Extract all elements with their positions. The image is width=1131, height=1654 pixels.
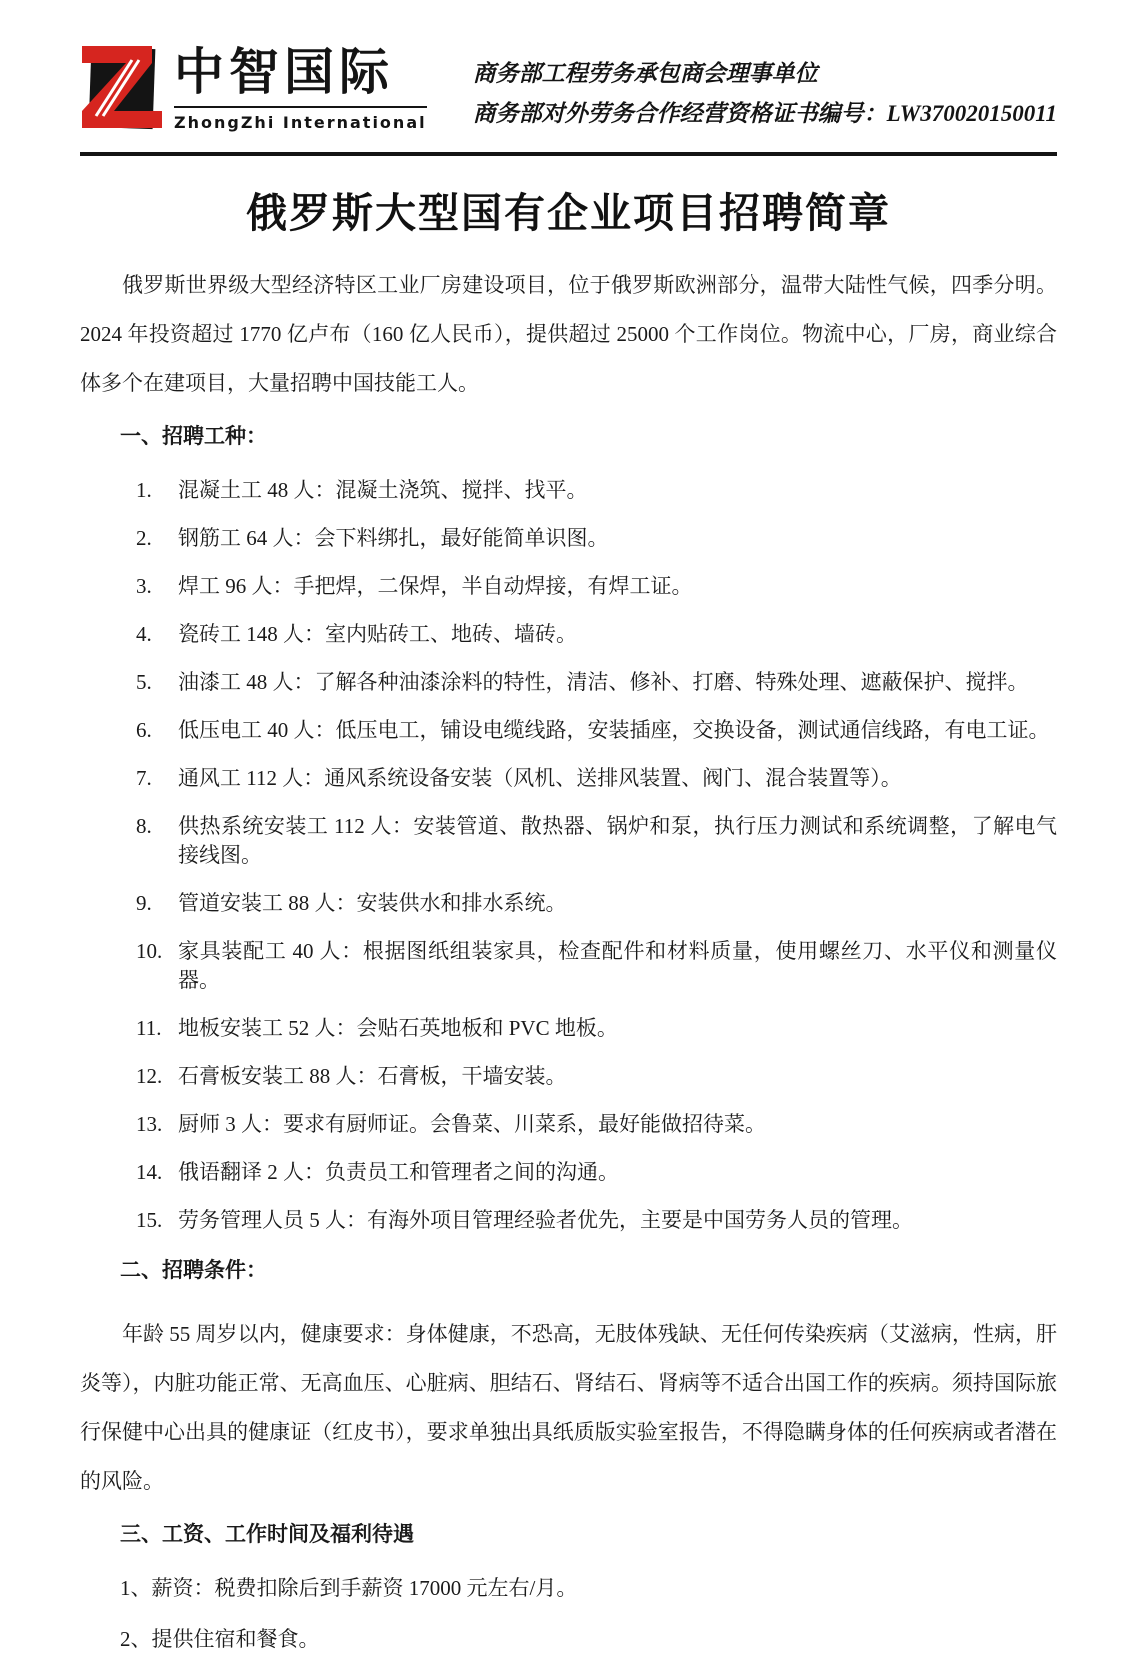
intro-paragraph: 俄罗斯世界级大型经济特区工业厂房建设项目，位于俄罗斯欧洲部分，温带大陆性气候，四季分明。2024 年投资超过 1770 亿卢布（160 亿人民币），提供超过 25000 个工作岗位。物流中心，厂房，商业综合体多个在建项目，大量招聘中国技能工人。 <box>80 273 1057 395</box>
item-number: 12. <box>136 1064 163 1088</box>
item-text: 家具装配工 40 人：根据图纸组装家具，检查配件和材料质量，使用螺丝刀、水平仪和测量仪器。 <box>178 939 1057 992</box>
section-heading-3: 三、工资、工作时间及福利待遇 <box>120 1522 414 1546</box>
certification-line-1: 商务部工程劳务承包商会理事单位 <box>472 61 818 86</box>
list-item <box>136 716 1057 745</box>
logo-name-zh: 中智国际 <box>174 43 394 101</box>
list-item <box>136 1158 1057 1187</box>
letterhead <box>80 42 1057 156</box>
item-text: 薪资：税费扣除后到手薪资 17000 元左右/月。 <box>151 1576 578 1600</box>
item-number: 10. <box>136 939 163 963</box>
section-heading-1: 一、招聘工种： <box>120 424 267 448</box>
list-item <box>136 764 1057 793</box>
item-text: 俄语翻译 2 人：负责员工和管理者之间的沟通。 <box>178 1160 619 1184</box>
item-text: 低压电工 40 人：低压电工，铺设电缆线路，安装插座，交换设备，测试通信线路，有电工证。 <box>178 718 1050 742</box>
list-item <box>136 1062 1057 1091</box>
item-text: 混凝土工 48 人：混凝土浇筑、搅拌、找平。 <box>178 478 588 502</box>
list-item <box>136 812 1057 870</box>
list-item <box>136 620 1057 649</box>
logo-text <box>174 42 427 132</box>
list-item <box>136 572 1057 601</box>
item-number: 4. <box>136 622 152 646</box>
list-item <box>136 524 1057 553</box>
item-number: 13. <box>136 1112 163 1136</box>
item-text: 瓷砖工 148 人：室内贴砖工、地砖、墙砖。 <box>178 622 577 646</box>
list-item <box>136 476 1057 505</box>
item-text: 钢筋工 64 人：会下料绑扎，最好能简单识图。 <box>178 526 609 550</box>
item-text: 厨师 3 人：要求有厨师证。会鲁菜、川菜系，最好能做招待菜。 <box>178 1112 766 1136</box>
item-number: 3. <box>136 574 152 598</box>
item-text: 焊工 96 人：手把焊，二保焊，半自动焊接，有焊工证。 <box>178 574 693 598</box>
certification-line-2: 商务部对外劳务合作经营资格证书编号：LW370020150011 <box>472 101 1057 126</box>
item-number: 9. <box>136 891 152 915</box>
item-number: 8. <box>136 814 152 838</box>
list-item <box>136 1206 1057 1235</box>
item-text: 劳务管理人员 5 人：有海外项目管理经验者优先，主要是中国劳务人员的管理。 <box>178 1208 913 1232</box>
list-item <box>136 668 1057 697</box>
item-text: 通风工 112 人：通风系统设备安装（风机、送排风装置、阀门、混合装置等）。 <box>178 766 902 790</box>
page-title: 俄罗斯大型国有企业项目招聘简章 <box>246 190 891 236</box>
item-text: 提供住宿和餐食。 <box>151 1627 320 1651</box>
item-text: 石膏板安装工 88 人：石膏板，干墙安装。 <box>178 1064 567 1088</box>
item-number: 6. <box>136 718 152 742</box>
section-heading-2: 二、招聘条件： <box>120 1258 267 1282</box>
list-item <box>136 1014 1057 1043</box>
item-number: 2. <box>136 526 152 550</box>
zhongzhi-z-logo-icon <box>80 42 164 134</box>
item-text: 管道安装工 88 人：安装供水和排水系统。 <box>178 891 567 915</box>
item-text: 供热系统安装工 112 人：安装管道、散热器、锅炉和泵，执行压力测试和系统调整，了解电气接线图。 <box>178 814 1057 867</box>
item-number: 2、 <box>120 1627 152 1651</box>
item-number: 5. <box>136 670 152 694</box>
item-number: 15. <box>136 1208 163 1232</box>
certification-lines <box>473 42 1057 134</box>
logo-name-en: ZhongZhi International <box>174 106 427 132</box>
item-number: 11. <box>136 1016 162 1040</box>
requirements-paragraph: 年龄 55 周岁以内，健康要求：身体健康，不恐高，无肢体残缺、无任何传染疾病（艾滋病，性病，肝炎等），内脏功能正常、无高血压、心脏病、胆结石、肾结石、肾病等不适合出国工作的疾病。须持国际旅行保健中心出具的健康证（红皮书），要求单独出具纸质版实验室报告，不得隐瞒身体的任何疾病或者潜在的风险。 <box>80 1322 1057 1493</box>
list-item <box>136 937 1057 995</box>
company-logo <box>80 42 427 134</box>
job-list <box>80 476 1057 1235</box>
list-item <box>136 889 1057 918</box>
list-item <box>80 1625 1057 1654</box>
list-item <box>136 1110 1057 1139</box>
item-number: 14. <box>136 1160 163 1184</box>
list-item <box>80 1574 1057 1603</box>
item-text: 油漆工 48 人：了解各种油漆涂料的特性，清洁、修补、打磨、特殊处理、遮蔽保护、搅拌。 <box>178 670 1029 694</box>
item-number: 1. <box>136 478 152 502</box>
item-text: 地板安装工 52 人：会贴石英地板和 PVC 地板。 <box>178 1016 618 1040</box>
item-number: 7. <box>136 766 152 790</box>
item-number: 1、 <box>120 1576 152 1600</box>
